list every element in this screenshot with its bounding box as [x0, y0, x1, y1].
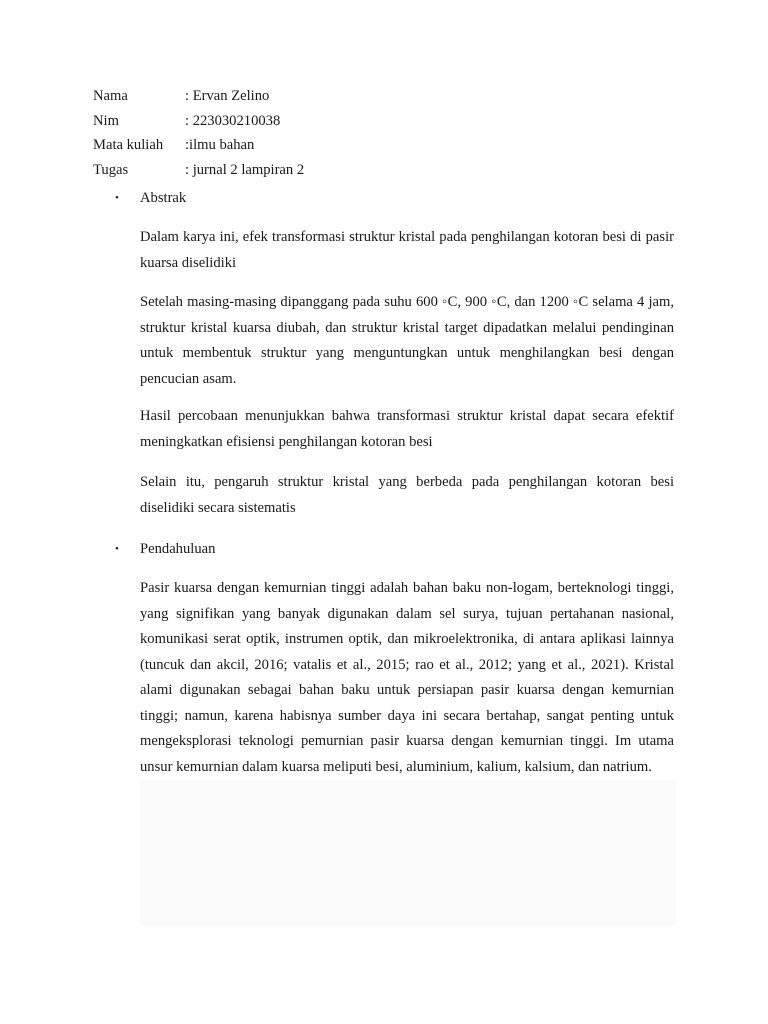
info-row-mata-kuliah — [93, 135, 304, 160]
info-value: : Ervan Zelino — [185, 88, 270, 104]
info-value: :ilmu bahan — [185, 137, 255, 153]
info-row-nim — [93, 111, 304, 136]
abstrak-paragraph: Setelah masing-masing dipanggang pada suhu 600 ◦C, 900 ◦C, dan 1200 ◦C selama 4 jam, struktur kristal kuarsa diubah, dan struktur kristal target dipadatkan melalui pendinginan untuk membentuk struktur yang menguntungkan untuk menghilangkan besi dengan pencucian asam. — [140, 294, 674, 387]
bullet-icon: • — [115, 192, 119, 204]
abstrak-paragraph: Dalam karya ini, efek transformasi struktur kristal pada penghilangan kotoran besi di pasir kuarsa diselidiki — [140, 229, 674, 271]
info-value: : jurnal 2 lampiran 2 — [185, 161, 305, 178]
info-label: Tugas — [93, 161, 129, 178]
bullet-icon: • — [115, 543, 119, 555]
section-title: Pendahuluan — [140, 541, 216, 557]
info-label: Nama — [93, 88, 128, 104]
student-info-block — [93, 86, 304, 184]
info-row-nama — [93, 86, 304, 111]
section-title: Abstrak — [140, 190, 187, 206]
shaded-background-region — [140, 780, 676, 926]
info-row-tugas — [93, 160, 304, 185]
abstrak-paragraph: Selain itu, pengaruh struktur kristal yang berbeda pada penghilangan kotoran besi diselidiki secara sistematis — [140, 474, 674, 516]
abstrak-paragraph: Hasil percobaan menunjukkan bahwa transformasi struktur kristal dapat secara efektif meningkatkan efisiensi penghilangan kotoran besi — [140, 408, 674, 450]
info-label: Mata kuliah — [93, 137, 164, 153]
pendahuluan-paragraph: Pasir kuarsa dengan kemurnian tinggi adalah bahan baku non-logam, berteknologi tinggi, yang signifikan yang banyak digunakan dalam sel surya, tujuan pertahanan nasional, komunikasi serat optik, instrumen optik, dan mikroelektronika, di antara aplikasi lainnya (tuncuk dan akcil, 2016; vatalis et al., 2015; rao et al., 2012; yang et al., 2021). Kristal alami digunakan sebagai bahan baku untuk persiapan pasir kuarsa dengan kemurnian tinggi; namun, karena habisnya sumber daya ini secara bertahap, sangat penting untuk mengeksplorasi teknologi pemurnian pasir kuarsa dengan kemurnian tinggi. Im utama unsur kemurnian dalam kuarsa meliputi besi, aluminium, kalium, kalsium, dan natrium. — [140, 580, 674, 775]
section-heading-abstrak — [115, 188, 186, 209]
section-heading-pendahuluan — [115, 539, 215, 560]
info-value: : 223030210038 — [185, 112, 281, 129]
info-label: Nim — [93, 112, 119, 129]
